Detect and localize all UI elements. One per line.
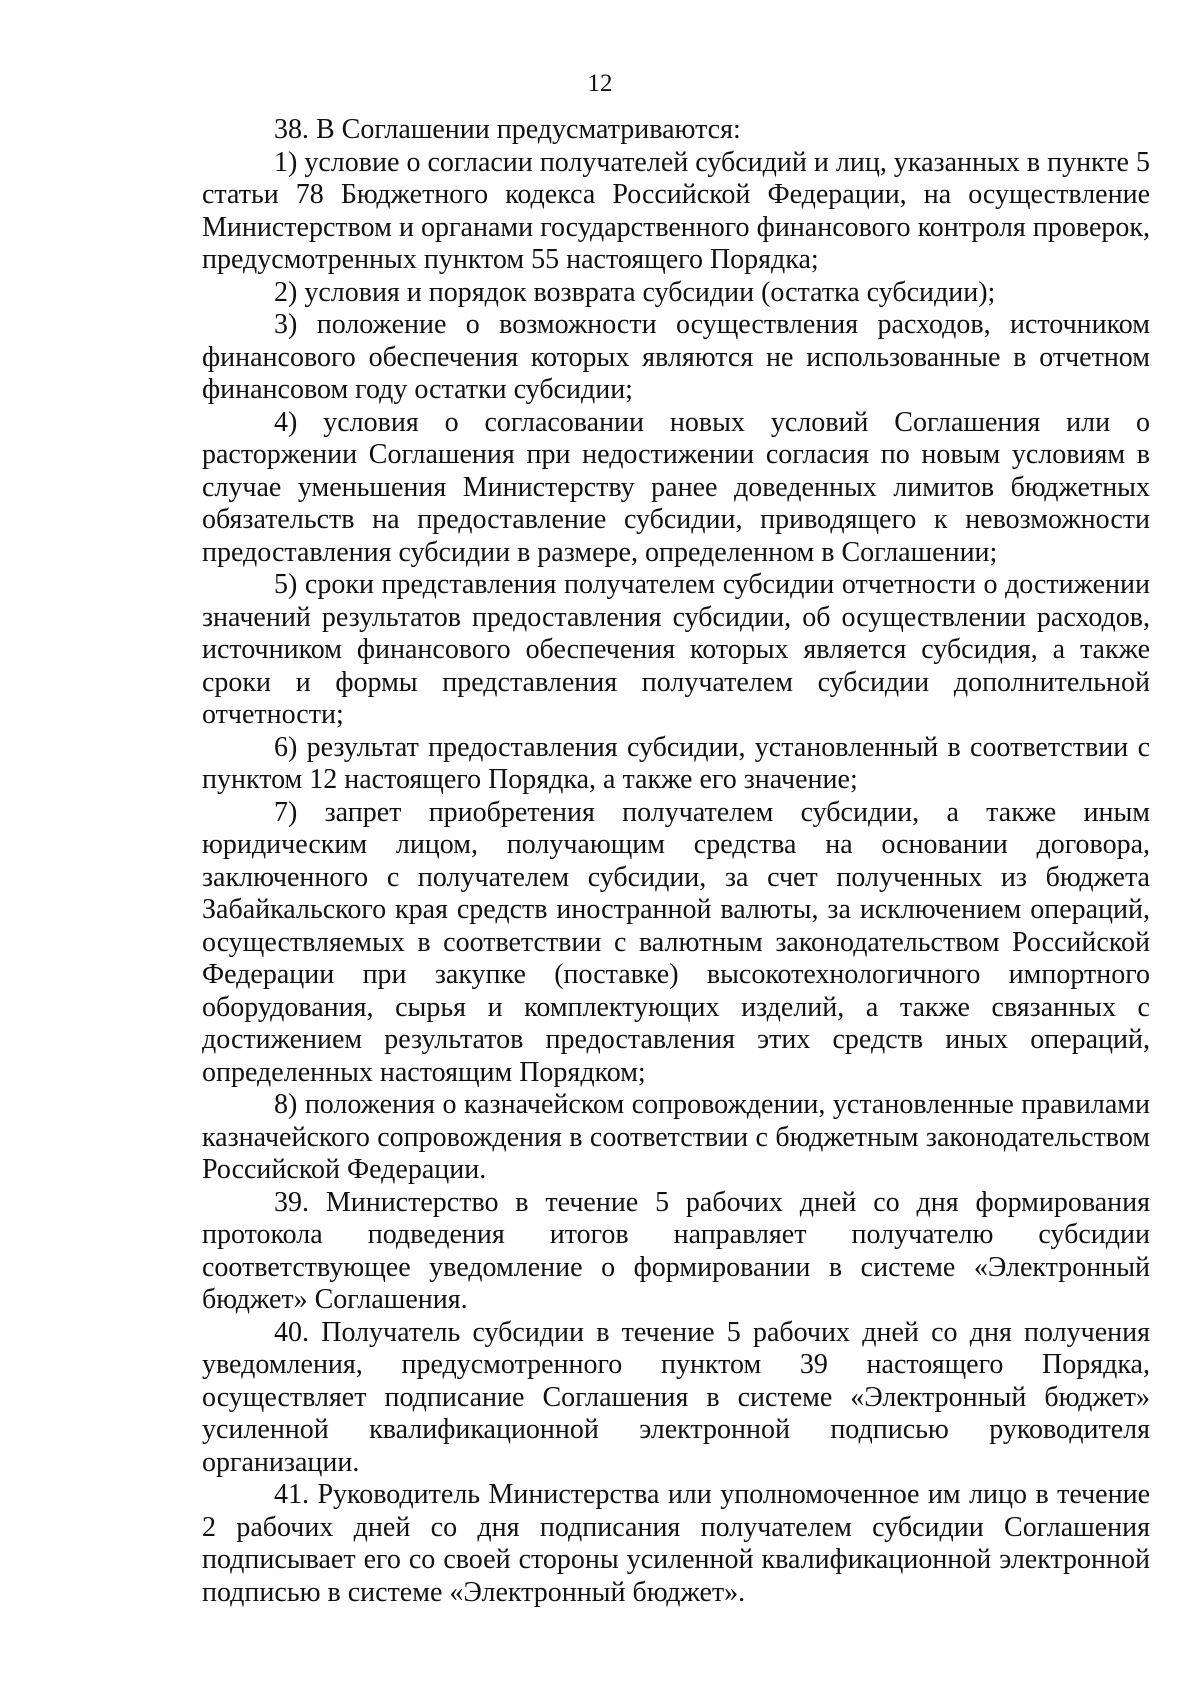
paragraph-38: 38. В Соглашении предусматриваются: bbox=[274, 114, 741, 145]
page-number: 12 bbox=[587, 70, 613, 97]
paragraph-39: 39. Министерство в течение 5 рабочих дней со дня формирования протокола подведения итогов направляет получателю субсидии соответствующее уведомление о формировании в системе «Электронный бюджет» Соглашения. bbox=[202, 1186, 1150, 1315]
paragraph-40: 40. Получатель субсидии в течение 5 рабочих дней со дня получения уведомления, предусмотренного пунктом 39 настоящего Порядка, осуществляет подписание Соглашения в системе «Электронный бюджет» усиленной квалификационной электронной подписью руководителя организации. bbox=[202, 1316, 1150, 1478]
paragraph-38-item-7: 7) запрет приобретения получателем субсидии, а также иным юридическим лицом, получающим средства на основании договора, заключенного с получателем субсидии, за счет полученных из бюджета Забайкальского края средств иностранной валюты, за исключением операций, осуществляемых в соответствии с валютным законодательством Российской Федерации при закупке (поставке) высокотехнологичного импортного оборудования, сырья и комплектующих изделий, а также связанных с достижением результатов предоставления этих средств иных операций, определенных настоящим Порядком; bbox=[202, 796, 1150, 1088]
paragraph-38-item-6: 6) результат предоставления субсидии, установленный в соответствии с пунктом 12 настоящего Порядка, а также его значение; bbox=[202, 731, 1150, 795]
paragraph-38-item-3: 3) положение о возможности осуществления расходов, источником финансового обеспечения которых являются не использованные в отчетном финансовом году остатки субсидии; bbox=[202, 309, 1150, 405]
paragraph-38-item-4: 4) условия о согласовании новых условий Соглашения или о расторжении Соглашения при недостижении согласия по новым условиям в случае уменьшения Министерству ранее доведенных лимитов бюджетных обязательств на предоставление субсидии, приводящего к невозможности предоставления субсидии в размере, определенном в Соглашении; bbox=[202, 406, 1150, 568]
paragraph-38-item-2: 2) условия и порядок возврата субсидии (остатка субсидии); bbox=[274, 276, 996, 308]
document-body bbox=[202, 114, 1150, 1609]
paragraph-38-item-1: 1) условие о согласии получателей субсидий и лиц, указанных в пункте 5 статьи 78 Бюджетного кодекса Российской Федерации, на осуществление Министерством и органами государственного финансового контроля проверок, предусмотренных пунктом 55 настоящего Порядка; bbox=[202, 146, 1150, 275]
paragraph-38-item-5: 5) сроки представления получателем субсидии отчетности о достижении значений результатов предоставления субсидии, об осуществлении расходов, источником финансового обеспечения которых является субсидия, а также сроки и формы представления получателем субсидии дополнительной отчетности; bbox=[202, 569, 1150, 730]
paragraph-38-item-8: 8) положения о казначейском сопровождении, установленные правилами казначейского сопровождения в соответствии с бюджетным законодательством Российской Федерации. bbox=[202, 1089, 1150, 1185]
paragraph-41: 41. Руководитель Министерства или уполномоченное им лицо в течение 2 рабочих дней со дня подписания получателем субсидии Соглашения подписывает его со своей стороны усиленной квалификационной электронной подписью в системе «Электронный бюджет». bbox=[202, 1479, 1150, 1608]
